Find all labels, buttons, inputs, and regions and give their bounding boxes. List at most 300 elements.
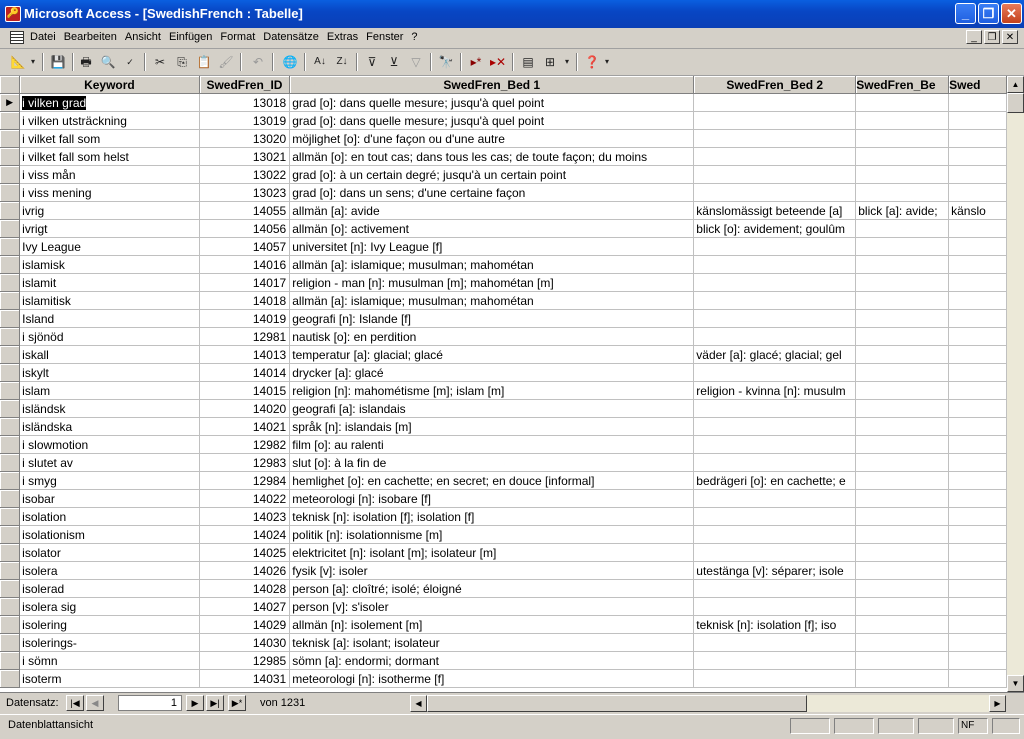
record-selector[interactable] (0, 634, 20, 652)
keyword-cell[interactable]: islamit (20, 274, 200, 292)
bed2-cell[interactable] (694, 508, 856, 526)
bed3-cell[interactable] (856, 184, 949, 202)
bed2-cell[interactable] (694, 454, 856, 472)
keyword-cell[interactable]: i viss mening (20, 184, 200, 202)
table-row (0, 220, 1007, 238)
bed1-cell[interactable]: geografi [a]: islandais (290, 400, 694, 418)
bed4-cell[interactable] (949, 184, 1007, 202)
bed4-cell[interactable] (949, 490, 1007, 508)
minimize-button[interactable]: _ (955, 3, 976, 24)
bed3-cell[interactable] (856, 346, 949, 364)
bed1-cell[interactable]: allmän [o]: en tout cas; dans tous les cas; de toute façon; du moins (290, 148, 694, 166)
table-row (0, 130, 1007, 148)
id-cell[interactable]: 12981 (199, 328, 290, 346)
keyword-cell[interactable]: i vilket fall som helst (20, 148, 200, 166)
keyword-cell[interactable]: isolation (20, 508, 200, 526)
bed1-cell[interactable]: universitet [n]: Ivy League [f] (290, 238, 694, 256)
bed1-cell[interactable]: grad [o]: à un certain degré; jusqu'à un certain point (290, 166, 694, 184)
bed1-cell[interactable]: drycker [a]: glacé (290, 364, 694, 382)
keyword-cell[interactable]: i smyg (20, 472, 200, 490)
id-cell[interactable]: 13018 (199, 94, 290, 112)
bed1-cell[interactable]: grad [o]: dans un sens; d'une certaine façon (290, 184, 694, 202)
new-record-button[interactable]: ▶* (228, 695, 246, 711)
bed2-cell[interactable] (694, 526, 856, 544)
bed4-cell[interactable] (949, 346, 1007, 364)
bed1-cell[interactable]: allmän [a]: islamique; musulman; mahométan (290, 256, 694, 274)
keyword-cell[interactable]: islamitisk (20, 292, 200, 310)
bed2-cell[interactable] (694, 238, 856, 256)
filter-by-selection-icon[interactable]: ⊽ (367, 55, 377, 69)
record-selector[interactable] (0, 670, 20, 688)
keyword-cell[interactable]: i vilket fall som (20, 130, 200, 148)
keyword-cell[interactable]: isolera (20, 562, 200, 580)
bed4-cell[interactable] (949, 670, 1007, 688)
bed4-cell[interactable] (949, 562, 1007, 580)
bed3-cell[interactable] (856, 670, 949, 688)
record-selector[interactable] (0, 544, 20, 562)
child-close-button[interactable]: ✕ (1002, 30, 1018, 44)
bed1-cell[interactable]: språk [n]: islandais [m] (290, 418, 694, 436)
record-selector[interactable] (0, 526, 20, 544)
bed2-cell[interactable] (694, 436, 856, 454)
keyword-cell[interactable]: ivrig (20, 202, 200, 220)
record-selector[interactable] (0, 346, 20, 364)
properties-icon[interactable]: ▤ (522, 55, 534, 69)
delete-record-icon[interactable]: ▸✕ (489, 55, 507, 69)
bed4-cell[interactable] (949, 400, 1007, 418)
id-cell[interactable]: 14031 (199, 670, 290, 688)
bed1-cell[interactable]: nautisk [o]: en perdition (290, 328, 694, 346)
horizontal-scrollbar[interactable] (410, 695, 1006, 712)
column-header-keyword[interactable]: Keyword (20, 76, 200, 94)
bed4-cell[interactable] (949, 634, 1007, 652)
bed1-cell[interactable]: teknisk [n]: isolation [f]; isolation [f] (290, 508, 694, 526)
bed1-cell[interactable]: meteorologi [n]: isotherme [f] (290, 670, 694, 688)
help-icon[interactable]: ❓ (584, 55, 600, 69)
bed3-cell[interactable] (856, 526, 949, 544)
bed3-cell[interactable] (856, 652, 949, 670)
bed3-cell[interactable] (856, 328, 949, 346)
bed3-cell[interactable] (856, 544, 949, 562)
menu-item[interactable]: Format (220, 31, 256, 43)
record-number-input[interactable]: 1 (118, 695, 182, 711)
id-cell[interactable]: 14013 (199, 346, 290, 364)
bed2-cell[interactable] (694, 130, 856, 148)
id-cell[interactable]: 14056 (199, 220, 290, 238)
menu-item[interactable]: Extras (326, 31, 359, 43)
bed2-cell[interactable] (694, 400, 856, 418)
keyword-cell[interactable]: i vilken utsträckning (20, 112, 200, 130)
table-row (0, 400, 1007, 418)
bed3-cell[interactable] (856, 598, 949, 616)
scroll-up-icon[interactable]: ▲ (1007, 76, 1024, 93)
record-selector[interactable] (0, 598, 20, 616)
bed1-cell[interactable]: hemlighet [o]: en cachette; en secret; en douce [informal] (290, 472, 694, 490)
close-button[interactable]: ✕ (1001, 3, 1022, 24)
bed4-cell[interactable] (949, 508, 1007, 526)
bed2-cell[interactable] (694, 148, 856, 166)
filter-by-form-icon[interactable]: ⊻ (389, 55, 399, 69)
id-cell[interactable]: 14019 (199, 310, 290, 328)
keyword-cell[interactable]: isolerad (20, 580, 200, 598)
record-selector[interactable]: ▶ (0, 94, 20, 112)
bed4-cell[interactable] (949, 328, 1007, 346)
record-selector[interactable] (0, 310, 20, 328)
id-cell[interactable]: 14057 (199, 238, 290, 256)
bed4-cell[interactable] (949, 364, 1007, 382)
bed4-cell[interactable] (949, 580, 1007, 598)
menu-item[interactable]: Datensätze (263, 31, 319, 43)
bed1-cell[interactable]: fysik [v]: isoler (290, 562, 694, 580)
bed1-cell[interactable]: sömn [a]: endormi; dormant (290, 652, 694, 670)
bed2-cell[interactable]: väder [a]: glacé; glacial; gel (694, 346, 856, 364)
keyword-cell[interactable]: i viss mån (20, 166, 200, 184)
bed1-cell[interactable]: grad [o]: dans quelle mesure; jusqu'à quel point (290, 112, 694, 130)
keyword-cell[interactable]: ivrigt (20, 220, 200, 238)
menu-item[interactable]: Bearbeiten (63, 31, 117, 43)
bed3-cell[interactable] (856, 436, 949, 454)
id-cell[interactable]: 14026 (199, 562, 290, 580)
bed2-cell[interactable] (694, 112, 856, 130)
bed2-cell[interactable] (694, 418, 856, 436)
keyword-cell[interactable]: i slowmotion (20, 436, 200, 454)
bed2-cell[interactable] (694, 94, 856, 112)
id-cell[interactable]: 12982 (199, 436, 290, 454)
format-painter-icon[interactable]: 🖌 (218, 55, 234, 69)
view-dropdown-icon[interactable]: ▾ (30, 57, 35, 66)
select-all-corner[interactable] (0, 76, 20, 94)
bed2-cell[interactable]: bedrägeri [o]: en cachette; e (694, 472, 856, 490)
record-selector[interactable] (0, 508, 20, 526)
record-selector[interactable] (0, 220, 20, 238)
bed1-cell[interactable]: möjlighet [o]: d'une façon ou d'une autre (290, 130, 694, 148)
child-minimize-button[interactable]: _ (966, 30, 982, 44)
bed3-cell[interactable] (856, 130, 949, 148)
keyword-cell[interactable]: Ivy League (20, 238, 200, 256)
record-selector[interactable] (0, 292, 20, 310)
undo-icon[interactable]: ↶ (252, 55, 264, 69)
id-cell[interactable]: 14017 (199, 274, 290, 292)
bed1-cell[interactable]: allmän [a]: avide (290, 202, 694, 220)
bed3-cell[interactable] (856, 472, 949, 490)
bed1-cell[interactable]: temperatur [a]: glacial; glacé (290, 346, 694, 364)
menu-item[interactable]: Einfügen (168, 31, 213, 43)
bed3-cell[interactable] (856, 382, 949, 400)
bed3-cell[interactable]: blick [a]: avide; (856, 202, 949, 220)
keyword-cell[interactable]: isobar (20, 490, 200, 508)
bed2-cell[interactable] (694, 328, 856, 346)
record-selector[interactable] (0, 202, 20, 220)
record-selector[interactable] (0, 256, 20, 274)
keyword-cell[interactable]: isolator (20, 544, 200, 562)
bed4-cell[interactable] (949, 310, 1007, 328)
bed4-cell[interactable] (949, 544, 1007, 562)
bed1-cell[interactable]: allmän [a]: islamique; musulman; mahométan (290, 292, 694, 310)
menu-item[interactable]: ? (411, 31, 418, 43)
spelling-icon[interactable]: ✓ (126, 57, 134, 67)
record-selector[interactable] (0, 580, 20, 598)
bed1-cell[interactable]: politik [n]: isolationnisme [m] (290, 526, 694, 544)
record-selector[interactable] (0, 328, 20, 346)
keyword-cell[interactable]: i sömn (20, 652, 200, 670)
bed3-cell[interactable] (856, 454, 949, 472)
id-cell[interactable]: 14023 (199, 508, 290, 526)
sort-ascending-icon[interactable]: A↓ (314, 56, 326, 67)
record-selector[interactable] (0, 400, 20, 418)
bed4-cell[interactable] (949, 382, 1007, 400)
bed1-cell[interactable]: meteorologi [n]: isobare [f] (290, 490, 694, 508)
save-icon[interactable]: 💾 (50, 55, 66, 69)
bed2-cell[interactable]: utestänga [v]: séparer; isole (694, 562, 856, 580)
last-record-button[interactable]: ▶| (206, 695, 224, 711)
column-header-bed3[interactable]: SwedFren_Be (856, 76, 949, 94)
new-record-icon[interactable]: ▸* (470, 55, 482, 69)
bed3-cell[interactable] (856, 364, 949, 382)
bed3-cell[interactable] (856, 148, 949, 166)
bed2-cell[interactable] (694, 256, 856, 274)
bed4-cell[interactable] (949, 292, 1007, 310)
bed4-cell[interactable] (949, 418, 1007, 436)
bed4-cell[interactable] (949, 166, 1007, 184)
bed3-cell[interactable] (856, 310, 949, 328)
record-selector[interactable] (0, 364, 20, 382)
keyword-cell[interactable]: islamisk (20, 256, 200, 274)
bed2-cell[interactable] (694, 652, 856, 670)
horizontal-scroll-thumb[interactable] (427, 695, 807, 712)
record-selector[interactable] (0, 616, 20, 634)
keyword-cell[interactable]: Island (20, 310, 200, 328)
paste-icon[interactable]: 📋 (196, 55, 212, 69)
id-cell[interactable]: 14055 (199, 202, 290, 220)
first-record-button[interactable]: |◀ (66, 695, 84, 711)
bed2-cell[interactable] (694, 274, 856, 292)
id-cell[interactable]: 13021 (199, 148, 290, 166)
bed2-cell[interactable] (694, 580, 856, 598)
bed4-cell[interactable] (949, 274, 1007, 292)
id-cell[interactable]: 14022 (199, 490, 290, 508)
bed4-cell[interactable] (949, 436, 1007, 454)
bed3-cell[interactable] (856, 112, 949, 130)
bed1-cell[interactable]: religion - man [n]: musulman [m]; mahométan [m] (290, 274, 694, 292)
bed3-cell[interactable] (856, 418, 949, 436)
cut-icon[interactable]: ✂ (154, 55, 166, 69)
bed3-cell[interactable] (856, 256, 949, 274)
id-cell[interactable]: 14028 (199, 580, 290, 598)
id-cell[interactable]: 14025 (199, 544, 290, 562)
record-selector[interactable] (0, 436, 20, 454)
menu-item[interactable]: Datei (30, 31, 56, 43)
bed4-cell[interactable] (949, 472, 1007, 490)
id-cell[interactable]: 13020 (199, 130, 290, 148)
print-preview-icon[interactable]: 🔍 (100, 55, 116, 69)
column-header-bed2[interactable]: SwedFren_Bed 2 (694, 76, 856, 94)
bed2-cell[interactable] (694, 670, 856, 688)
keyword-cell[interactable]: isolering (20, 616, 200, 634)
id-cell[interactable]: 14015 (199, 382, 290, 400)
id-cell[interactable]: 14014 (199, 364, 290, 382)
table-row (0, 544, 1007, 562)
bed4-cell[interactable] (949, 130, 1007, 148)
column-header-bed1[interactable]: SwedFren_Bed 1 (290, 76, 694, 94)
bed2-cell[interactable] (694, 166, 856, 184)
keyword-cell[interactable]: i slutet av (20, 454, 200, 472)
bed4-cell[interactable] (949, 616, 1007, 634)
id-cell[interactable]: 14020 (199, 400, 290, 418)
bed2-cell[interactable] (694, 544, 856, 562)
bed2-cell[interactable]: teknisk [n]: isolation [f]; iso (694, 616, 856, 634)
record-selector[interactable] (0, 652, 20, 670)
scroll-down-icon[interactable]: ▼ (1007, 675, 1024, 692)
bed2-cell[interactable] (694, 364, 856, 382)
bed2-cell[interactable] (694, 310, 856, 328)
bed3-cell[interactable] (856, 634, 949, 652)
record-selector[interactable] (0, 382, 20, 400)
bed1-cell[interactable]: geografi [n]: Islande [f] (290, 310, 694, 328)
keyword-cell[interactable]: islam (20, 382, 200, 400)
keyword-cell[interactable]: i sjönöd (20, 328, 200, 346)
bed4-cell[interactable]: känslo (949, 202, 1007, 220)
bed3-cell[interactable] (856, 400, 949, 418)
id-cell[interactable]: 14024 (199, 526, 290, 544)
keyword-cell[interactable]: isolerings- (20, 634, 200, 652)
bed1-cell[interactable]: grad [o]: dans quelle mesure; jusqu'à quel point (290, 94, 694, 112)
id-cell[interactable]: 14018 (199, 292, 290, 310)
id-cell[interactable]: 14029 (199, 616, 290, 634)
id-cell[interactable]: 12984 (199, 472, 290, 490)
bed4-cell[interactable] (949, 148, 1007, 166)
record-selector[interactable] (0, 562, 20, 580)
record-selector[interactable] (0, 166, 20, 184)
bed2-cell[interactable] (694, 490, 856, 508)
bed1-cell[interactable]: person [a]: cloîtré; isolé; éloigné (290, 580, 694, 598)
bed4-cell[interactable] (949, 220, 1007, 238)
record-selector[interactable] (0, 148, 20, 166)
bed4-cell[interactable] (949, 454, 1007, 472)
id-cell[interactable]: 14021 (199, 418, 290, 436)
bed3-cell[interactable] (856, 274, 949, 292)
bed2-cell[interactable] (694, 292, 856, 310)
bed4-cell[interactable] (949, 598, 1007, 616)
menu-item[interactable]: Fenster (366, 31, 404, 43)
scroll-left-icon[interactable]: ◀ (410, 695, 427, 712)
bed2-cell[interactable] (694, 598, 856, 616)
id-cell[interactable]: 14016 (199, 256, 290, 274)
id-cell[interactable]: 13022 (199, 166, 290, 184)
bed4-cell[interactable] (949, 112, 1007, 130)
record-selector[interactable] (0, 490, 20, 508)
column-header-id[interactable]: SwedFren_ID (199, 76, 290, 94)
print-icon[interactable]: 🖶 (80, 55, 92, 69)
bed3-cell[interactable] (856, 292, 949, 310)
bed2-cell[interactable]: känslomässigt beteende [a] (694, 202, 856, 220)
keyword-cell[interactable]: isolera sig (20, 598, 200, 616)
bed1-cell[interactable]: teknisk [a]: isolant; isolateur (290, 634, 694, 652)
keyword-cell[interactable]: iskylt (20, 364, 200, 382)
record-selector[interactable] (0, 184, 20, 202)
bed1-cell[interactable]: elektricitet [n]: isolant [m]; isolateur [m] (290, 544, 694, 562)
status-panel (878, 718, 914, 734)
database-window-icon[interactable]: ⊞ (544, 55, 556, 69)
bed3-cell[interactable] (856, 490, 949, 508)
bed3-cell[interactable] (856, 580, 949, 598)
menu-item[interactable]: Ansicht (124, 31, 161, 43)
vertical-scroll-thumb[interactable] (1007, 93, 1024, 113)
toolbar-options-icon[interactable]: ▾ (604, 57, 609, 66)
bed1-cell[interactable]: film [o]: au ralenti (290, 436, 694, 454)
id-cell[interactable]: 12983 (199, 454, 290, 472)
keyword-cell[interactable]: isoterm (20, 670, 200, 688)
scroll-right-icon[interactable]: ▶ (989, 695, 1006, 712)
bed4-cell[interactable] (949, 238, 1007, 256)
id-cell[interactable]: 12985 (199, 652, 290, 670)
bed3-cell[interactable] (856, 508, 949, 526)
keyword-cell[interactable]: isländsk (20, 400, 200, 418)
bed2-cell[interactable] (694, 184, 856, 202)
table-icon[interactable] (10, 31, 24, 44)
bed4-cell[interactable] (949, 652, 1007, 670)
sort-descending-icon[interactable]: Z↓ (336, 56, 348, 67)
table-row (0, 310, 1007, 328)
new-object-dropdown-icon[interactable]: ▾ (564, 57, 569, 66)
child-restore-button[interactable]: ❐ (984, 30, 1000, 44)
record-selector[interactable] (0, 454, 20, 472)
id-cell[interactable]: 14030 (199, 634, 290, 652)
record-selector[interactable] (0, 472, 20, 490)
bed1-cell[interactable]: slut [o]: à la fin de (290, 454, 694, 472)
keyword-cell[interactable] (20, 94, 200, 112)
bed2-cell[interactable]: blick [o]: avidement; goulûm (694, 220, 856, 238)
vertical-scrollbar[interactable] (1007, 76, 1024, 692)
column-header-bed4[interactable]: Swed (949, 76, 1007, 94)
keyword-cell[interactable]: isländska (20, 418, 200, 436)
bed1-cell[interactable]: allmän [n]: isolement [m] (290, 616, 694, 634)
bed3-cell[interactable] (856, 238, 949, 256)
record-selector[interactable] (0, 130, 20, 148)
bed3-cell[interactable] (856, 220, 949, 238)
hyperlink-icon[interactable]: 🌐 (282, 55, 298, 69)
bed1-cell[interactable]: religion [n]: mahométisme [m]; islam [m] (290, 382, 694, 400)
bed3-cell[interactable] (856, 616, 949, 634)
find-icon[interactable]: 🔭 (438, 55, 454, 69)
record-selector[interactable] (0, 418, 20, 436)
restore-button[interactable]: ❐ (978, 3, 999, 24)
apply-filter-icon[interactable]: ▽ (411, 55, 421, 69)
next-record-button[interactable]: ▶ (186, 695, 204, 711)
bed2-cell[interactable]: religion - kvinna [n]: musulm (694, 382, 856, 400)
previous-record-button[interactable]: ◀ (86, 695, 104, 711)
bed4-cell[interactable] (949, 526, 1007, 544)
bed1-cell[interactable]: allmän [o]: activement (290, 220, 694, 238)
bed4-cell[interactable] (949, 94, 1007, 112)
bed1-cell[interactable]: person [v]: s'isoler (290, 598, 694, 616)
bed4-cell[interactable] (949, 256, 1007, 274)
keyword-cell[interactable]: iskall (20, 346, 200, 364)
bed3-cell[interactable] (856, 94, 949, 112)
copy-icon[interactable]: ⎘ (177, 55, 187, 69)
bed3-cell[interactable] (856, 562, 949, 580)
view-design-icon[interactable]: 📐 (10, 55, 26, 69)
bed3-cell[interactable] (856, 166, 949, 184)
id-cell[interactable]: 13019 (199, 112, 290, 130)
id-cell[interactable]: 13023 (199, 184, 290, 202)
access-key-icon[interactable]: 🔑 (5, 6, 21, 22)
keyword-cell[interactable]: isolationism (20, 526, 200, 544)
record-selector[interactable] (0, 112, 20, 130)
record-selector[interactable] (0, 274, 20, 292)
bed2-cell[interactable] (694, 634, 856, 652)
record-selector[interactable] (0, 238, 20, 256)
id-cell[interactable]: 14027 (199, 598, 290, 616)
